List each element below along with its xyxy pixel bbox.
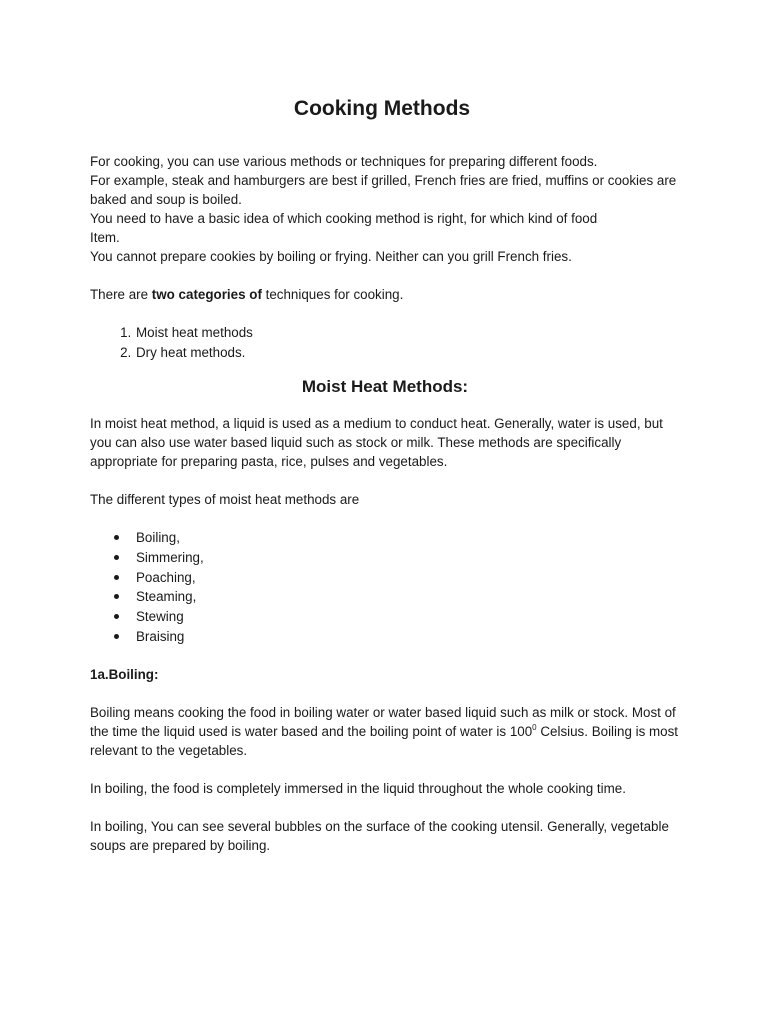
intro-line-3: You need to have a basic idea of which cooking method is right, for which kind of food	[90, 211, 598, 226]
spacer	[90, 684, 680, 703]
list-item: Braising	[135, 627, 680, 647]
list-item: Boiling,	[135, 528, 680, 548]
document-page	[90, 94, 680, 855]
list-item: 2. Dry heat methods.	[135, 343, 680, 363]
categories-prefix: There are	[90, 287, 152, 302]
degree-superscript: 0	[532, 722, 537, 732]
boiling-p1-after: Celsius. Boiling is most relevant to the vegetables.	[90, 723, 679, 758]
intro-line-2: For example, steak and hamburgers are best if grilled, French fries are fried, muffins or cookies are baked and soup is boiled.	[90, 173, 677, 207]
subsection-heading-boiling: 1a.Boiling:	[90, 666, 159, 682]
spacer	[90, 304, 680, 323]
spacer	[90, 647, 680, 665]
list-item: 1. Moist heat methods	[135, 323, 680, 343]
categories-sentence	[90, 285, 680, 304]
moist-types-intro: The different types of moist heat methods are	[90, 492, 360, 507]
spacer	[90, 362, 680, 375]
list-item: Stewing	[135, 607, 680, 627]
spacer	[90, 471, 680, 490]
boiling-paragraph-1	[90, 703, 680, 760]
page-title: Cooking Methods	[293, 97, 471, 120]
spacer	[90, 798, 680, 817]
categories-list	[90, 323, 680, 362]
categories-bold: two categories of	[151, 287, 262, 302]
moist-intro: In moist heat method, a liquid is used as a medium to conduct heat. Generally, water is used, but you can also use water based liquid such as stock or milk. These methods are specifically appropriate for preparing pasta, rice, pulses and vegetables.	[90, 416, 663, 469]
section-heading-moist: Moist Heat Methods:	[301, 377, 469, 396]
moist-types-list	[90, 528, 680, 647]
categories-suffix: techniques for cooking.	[261, 287, 404, 302]
spacer	[90, 509, 680, 528]
spacer	[90, 266, 680, 285]
list-item: Poaching,	[135, 568, 680, 588]
intro-line-1: For cooking, you can use various methods or techniques for preparing different foods.	[90, 154, 598, 169]
boiling-paragraph-2: In boiling, the food is completely immersed in the liquid throughout the whole cooking time.	[90, 780, 626, 796]
intro-line-5: You cannot prepare cookies by boiling or frying. Neither can you grill French fries.	[90, 249, 572, 264]
intro-line-4: Item.	[90, 230, 120, 245]
spacer	[90, 760, 680, 779]
boiling-paragraph-3: In boiling, You can see several bubbles on the surface of the cooking utensil. Generally, vegetable soups are prepared by boiling.	[90, 818, 669, 853]
boiling-p1-text: Boiling means cooking the food in boiling water or water based liquid such as milk or stock. Most of the time the liquid used is water based and the boiling point of water is 100	[90, 704, 676, 739]
list-item: Simmering,	[135, 548, 680, 568]
list-item: Steaming,	[135, 587, 680, 607]
